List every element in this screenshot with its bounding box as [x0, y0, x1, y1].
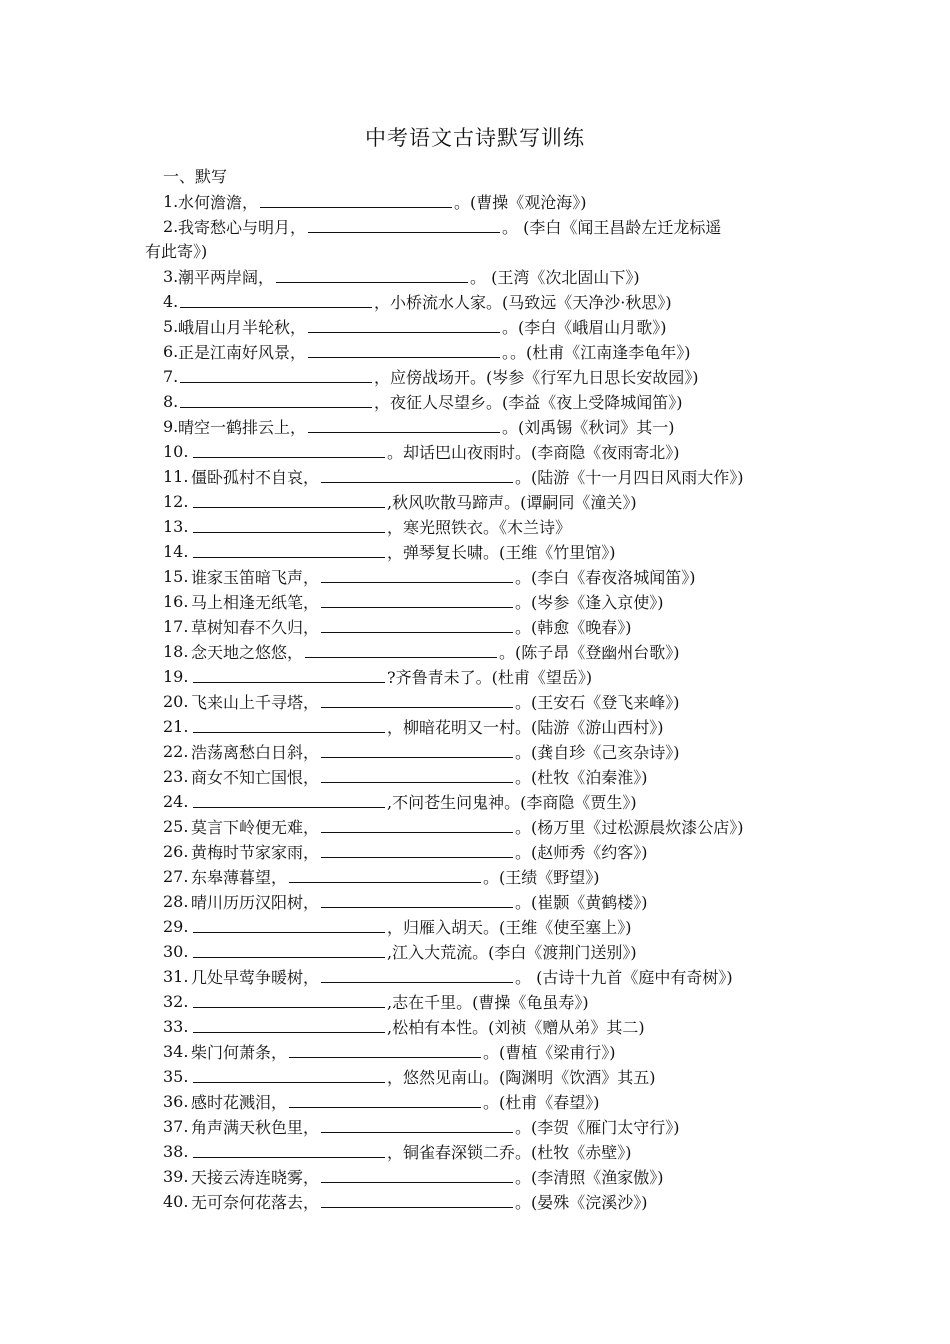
answer-blank[interactable] — [308, 214, 500, 233]
exercise-item — [0, 439, 950, 464]
item-text — [191, 889, 648, 915]
answer-blank[interactable] — [193, 1064, 385, 1083]
verse-after: ，夜征人尽望乡。(李益《夜上受降城闻笛》) — [374, 393, 683, 412]
verse-after: ，归雁入胡天。(王维《使至塞上》) — [387, 918, 632, 937]
verse-before: 东皋薄暮望， — [191, 868, 288, 887]
item-text — [191, 814, 744, 840]
continuation-text: 有此寄》) — [145, 242, 208, 261]
verse-after: 。(曹操《观沧海》) — [454, 193, 587, 212]
verse-before: 马上相逢无纸笔， — [191, 593, 320, 612]
answer-blank[interactable] — [193, 489, 385, 508]
exercise-item — [0, 314, 950, 339]
verse-after: 。(王绩《野望》) — [483, 868, 600, 887]
answer-blank[interactable] — [193, 664, 385, 683]
item-text — [178, 189, 587, 215]
item-number: 32. — [163, 992, 189, 1011]
item-text — [191, 539, 616, 565]
exercise-item — [0, 214, 950, 239]
item-number: 33. — [163, 1017, 189, 1036]
item-number: 15. — [163, 567, 189, 586]
item-number: 5. — [163, 317, 179, 336]
verse-before: 峨眉山月半轮秋， — [178, 318, 307, 337]
item-number: 20. — [163, 692, 189, 711]
item-number: 18. — [163, 642, 189, 661]
exercise-item — [0, 664, 950, 689]
exercise-item — [0, 489, 950, 514]
verse-before: 晴川历历汉阳树， — [191, 893, 320, 912]
answer-blank[interactable] — [321, 889, 513, 908]
item-text — [191, 689, 680, 715]
exercise-item — [0, 189, 950, 214]
exercise-item — [0, 964, 950, 989]
item-number: 37. — [163, 1117, 189, 1136]
answer-blank[interactable] — [321, 464, 513, 483]
exercise-item — [0, 264, 950, 289]
verse-after: 。(杜牧《泊秦淮》) — [515, 768, 648, 787]
verse-after: ,江入大荒流。(李白《渡荆门送别》) — [387, 943, 637, 962]
exercise-item — [0, 1114, 950, 1139]
answer-blank[interactable] — [193, 714, 385, 733]
verse-before: 莫言下岭便无难， — [191, 818, 320, 837]
verse-before: 浩荡离愁白日斜， — [191, 743, 320, 762]
item-text — [191, 939, 637, 965]
answer-blank[interactable] — [308, 314, 500, 333]
item-text — [191, 514, 571, 540]
answer-blank[interactable] — [180, 289, 372, 308]
verse-before: 僵卧孤村不自哀， — [191, 468, 320, 487]
verse-before: 谁家玉笛暗飞声， — [191, 568, 320, 587]
answer-blank[interactable] — [193, 1139, 385, 1158]
exercise-item — [0, 889, 950, 914]
item-text — [191, 1014, 645, 1040]
exercise-item — [0, 539, 950, 564]
item-text — [191, 1064, 656, 1090]
verse-after: ，悠然见南山。(陶渊明《饮酒》其五) — [387, 1068, 656, 1087]
exercise-item — [0, 739, 950, 764]
verse-after: ,不问苍生问鬼神。(李商隐《贾生》) — [387, 793, 637, 812]
answer-blank[interactable] — [321, 814, 513, 833]
item-text — [191, 864, 600, 890]
item-number: 17. — [163, 617, 189, 636]
item-number: 39. — [163, 1167, 189, 1186]
verse-before: 角声满天秋色里， — [191, 1118, 320, 1137]
answer-blank[interactable] — [321, 589, 513, 608]
exercise-item — [0, 339, 950, 364]
item-number: 21. — [163, 717, 189, 736]
answer-blank[interactable] — [321, 689, 513, 708]
verse-after: ，应傍战场开。(岑参《行军九日思长安故园》) — [374, 368, 699, 387]
item-number: 12. — [163, 492, 189, 511]
answer-blank[interactable] — [321, 1114, 513, 1133]
exercise-list — [0, 189, 950, 1214]
item-text — [191, 839, 648, 865]
verse-before: 黄梅时节家家雨， — [191, 843, 320, 862]
item-text — [191, 439, 680, 465]
verse-after: 。却话巴山夜雨时。(李商隐《夜雨寄北》) — [387, 443, 680, 462]
exercise-item — [0, 1014, 950, 1039]
item-text — [191, 664, 592, 690]
verse-after: 。(李白《峨眉山月歌》) — [502, 318, 667, 337]
verse-after: 。 (王湾《次北固山下》) — [470, 268, 640, 287]
item-number: 19. — [163, 667, 189, 686]
answer-blank[interactable] — [193, 439, 385, 458]
item-text — [178, 289, 672, 315]
item-number: 9. — [163, 417, 179, 436]
item-number: 29. — [163, 917, 189, 936]
answer-blank[interactable] — [321, 839, 513, 858]
item-text — [191, 614, 632, 640]
item-text — [191, 914, 632, 940]
verse-after: 。(韩愈《晚春》) — [515, 618, 632, 637]
item-text — [191, 639, 680, 665]
verse-after: ,松柏有本性。(刘祯《赠从弟》其二) — [387, 1018, 645, 1037]
verse-before: 商女不知亡国恨， — [191, 768, 320, 787]
verse-after: 。(赵师秀《约客》) — [515, 843, 648, 862]
verse-before: 柴门何萧条， — [191, 1043, 288, 1062]
answer-blank[interactable] — [193, 514, 385, 533]
item-number: 35. — [163, 1067, 189, 1086]
answer-blank[interactable] — [321, 564, 513, 583]
exercise-item — [0, 414, 950, 439]
answer-blank[interactable] — [193, 989, 385, 1008]
answer-blank[interactable] — [193, 789, 385, 808]
verse-after: ，柳暗花明又一村。(陆游《游山西村》) — [387, 718, 664, 737]
answer-blank[interactable] — [289, 1089, 481, 1108]
item-text — [191, 1139, 632, 1165]
verse-before: 无可奈何花落去， — [191, 1193, 320, 1212]
exercise-item — [0, 389, 950, 414]
item-number: 1. — [163, 192, 179, 211]
item-text — [191, 739, 680, 765]
item-text — [191, 714, 664, 740]
exercise-item — [0, 714, 950, 739]
exercise-item — [0, 689, 950, 714]
answer-blank[interactable] — [193, 539, 385, 558]
item-text — [178, 339, 691, 365]
item-number: 4. — [163, 292, 179, 311]
answer-blank[interactable] — [321, 1164, 513, 1183]
item-text — [178, 214, 721, 240]
item-text — [178, 264, 640, 290]
item-text — [178, 364, 699, 390]
answer-blank[interactable] — [321, 1189, 513, 1208]
item-number: 10. — [163, 442, 189, 461]
answer-blank[interactable] — [180, 389, 372, 408]
verse-after: 。(李清照《渔家傲》) — [515, 1168, 664, 1187]
verse-after: ,秋风吹散马蹄声。(谭嗣同《潼关》) — [387, 493, 637, 512]
item-number: 2. — [163, 217, 179, 236]
verse-after: 。(崔颢《黄鹤楼》) — [515, 893, 648, 912]
item-number: 23. — [163, 767, 189, 786]
item-number: 36. — [163, 1092, 189, 1111]
exercise-item — [0, 614, 950, 639]
verse-after: ,志在千里。(曹操《龟虽寿》) — [387, 993, 589, 1012]
answer-blank[interactable] — [321, 614, 513, 633]
item-text — [178, 314, 667, 340]
item-number: 16. — [163, 592, 189, 611]
verse-after: 。。(杜甫《江南逢李龟年》) — [502, 343, 691, 362]
answer-blank[interactable] — [193, 914, 385, 933]
verse-before: 正是江南好风景， — [178, 343, 307, 362]
answer-blank[interactable] — [193, 1014, 385, 1033]
exercise-item — [0, 1064, 950, 1089]
answer-blank[interactable] — [260, 189, 452, 208]
item-number: 6. — [163, 342, 179, 361]
exercise-item — [0, 1039, 950, 1064]
verse-after: 。(杨万里《过松源晨炊漆公店》) — [515, 818, 744, 837]
verse-after: ，弹琴复长啸。(王维《竹里馆》) — [387, 543, 616, 562]
exercise-item — [0, 289, 950, 314]
exercise-item — [0, 989, 950, 1014]
item-number: 24. — [163, 792, 189, 811]
item-text — [191, 464, 744, 490]
item-text — [191, 764, 648, 790]
exercise-item — [0, 464, 950, 489]
exercise-item — [0, 864, 950, 889]
verse-before: 感时花溅泪， — [191, 1093, 288, 1112]
item-text — [191, 1189, 648, 1215]
item-number: 31. — [163, 967, 189, 986]
verse-after: 。(岑参《逢入京使》) — [515, 593, 664, 612]
item-text — [178, 414, 675, 440]
exercise-item — [0, 1189, 950, 1214]
item-number: 28. — [163, 892, 189, 911]
item-number: 25. — [163, 817, 189, 836]
answer-blank[interactable] — [308, 414, 500, 433]
exercise-item — [0, 589, 950, 614]
verse-after: 。(杜甫《春望》) — [483, 1093, 600, 1112]
verse-before: 水何澹澹， — [178, 193, 259, 212]
item-number: 40. — [163, 1192, 189, 1211]
verse-before: 我寄愁心与明月， — [178, 218, 307, 237]
verse-after: 。(刘禹锡《秋词》其一) — [502, 418, 675, 437]
exercise-item — [0, 1164, 950, 1189]
item-number: 38. — [163, 1142, 189, 1161]
exercise-item — [0, 814, 950, 839]
verse-before: 潮平两岸阔， — [178, 268, 275, 287]
item-number: 13. — [163, 517, 189, 536]
exercise-item — [0, 514, 950, 539]
answer-blank[interactable] — [305, 639, 497, 658]
answer-blank[interactable] — [321, 964, 513, 983]
answer-blank[interactable] — [180, 364, 372, 383]
item-number: 14. — [163, 542, 189, 561]
exercise-item — [0, 564, 950, 589]
item-text — [191, 589, 664, 615]
verse-after: 。(王安石《登飞来峰》) — [515, 693, 680, 712]
item-number: 34. — [163, 1042, 189, 1061]
item-text — [191, 989, 589, 1015]
verse-after: 。(龚自珍《己亥杂诗》) — [515, 743, 680, 762]
item-number: 22. — [163, 742, 189, 761]
item-text — [191, 964, 733, 990]
verse-after: 。(曹植《梁甫行》) — [483, 1043, 616, 1062]
item-text — [191, 1039, 616, 1065]
verse-after: 。(李贺《雁门太守行》) — [515, 1118, 680, 1137]
verse-after: ，寒光照铁衣。《木兰诗》 — [387, 518, 572, 537]
verse-after: 。(李白《春夜洛城闻笛》) — [515, 568, 696, 587]
item-number: 26. — [163, 842, 189, 861]
verse-after: 。(晏殊《浣溪沙》) — [515, 1193, 648, 1212]
exercise-item — [0, 764, 950, 789]
item-number: 11. — [163, 467, 189, 486]
verse-before: 天接云涛连晓雾， — [191, 1168, 320, 1187]
verse-after: ?齐鲁青未了。(杜甫《望岳》) — [387, 668, 593, 687]
item-number: 7. — [163, 367, 179, 386]
exercise-item — [0, 1139, 950, 1164]
item-continuation — [0, 239, 950, 264]
verse-before: 晴空一鹤排云上， — [178, 418, 307, 437]
item-number: 3. — [163, 267, 179, 286]
item-text — [191, 1089, 600, 1115]
answer-blank[interactable] — [289, 864, 481, 883]
exercise-item — [0, 914, 950, 939]
answer-blank[interactable] — [308, 339, 500, 358]
answer-blank[interactable] — [289, 1039, 481, 1058]
exercise-item — [0, 364, 950, 389]
item-number: 27. — [163, 867, 189, 886]
exercise-item — [0, 839, 950, 864]
page-title: 中考语文古诗默写训练 — [365, 126, 585, 150]
answer-blank[interactable] — [193, 939, 385, 958]
answer-blank[interactable] — [321, 739, 513, 758]
exercise-item — [0, 789, 950, 814]
exercise-item — [0, 939, 950, 964]
answer-blank[interactable] — [321, 764, 513, 783]
item-text — [178, 389, 683, 415]
item-text — [191, 1114, 680, 1140]
verse-before: 几处早莺争暖树， — [191, 968, 320, 987]
answer-blank[interactable] — [276, 264, 468, 283]
verse-after: 。(陈子昂《登幽州台歌》) — [499, 643, 680, 662]
item-text — [191, 1164, 664, 1190]
item-text — [191, 789, 637, 815]
exercise-item — [0, 639, 950, 664]
verse-after: ，小桥流水人家。(马致远《天净沙·秋思》) — [374, 293, 672, 312]
verse-after: 。 (李白《闻王昌龄左迁龙标遥 — [502, 218, 722, 237]
verse-before: 念天地之悠悠， — [191, 643, 304, 662]
verse-after: 。 (古诗十九首《庭中有奇树》) — [515, 968, 733, 987]
verse-before: 草树知春不久归， — [191, 618, 320, 637]
item-number: 8. — [163, 392, 179, 411]
section-heading: 一、默写 — [163, 167, 228, 186]
item-text — [191, 489, 637, 515]
verse-after: ，铜雀春深锁二乔。(杜牧《赤壁》) — [387, 1143, 632, 1162]
item-text — [191, 564, 696, 590]
verse-after: 。(陆游《十一月四日风雨大作》) — [515, 468, 744, 487]
exercise-item — [0, 1089, 950, 1114]
item-number: 30. — [163, 942, 189, 961]
verse-before: 飞来山上千寻塔， — [191, 693, 320, 712]
